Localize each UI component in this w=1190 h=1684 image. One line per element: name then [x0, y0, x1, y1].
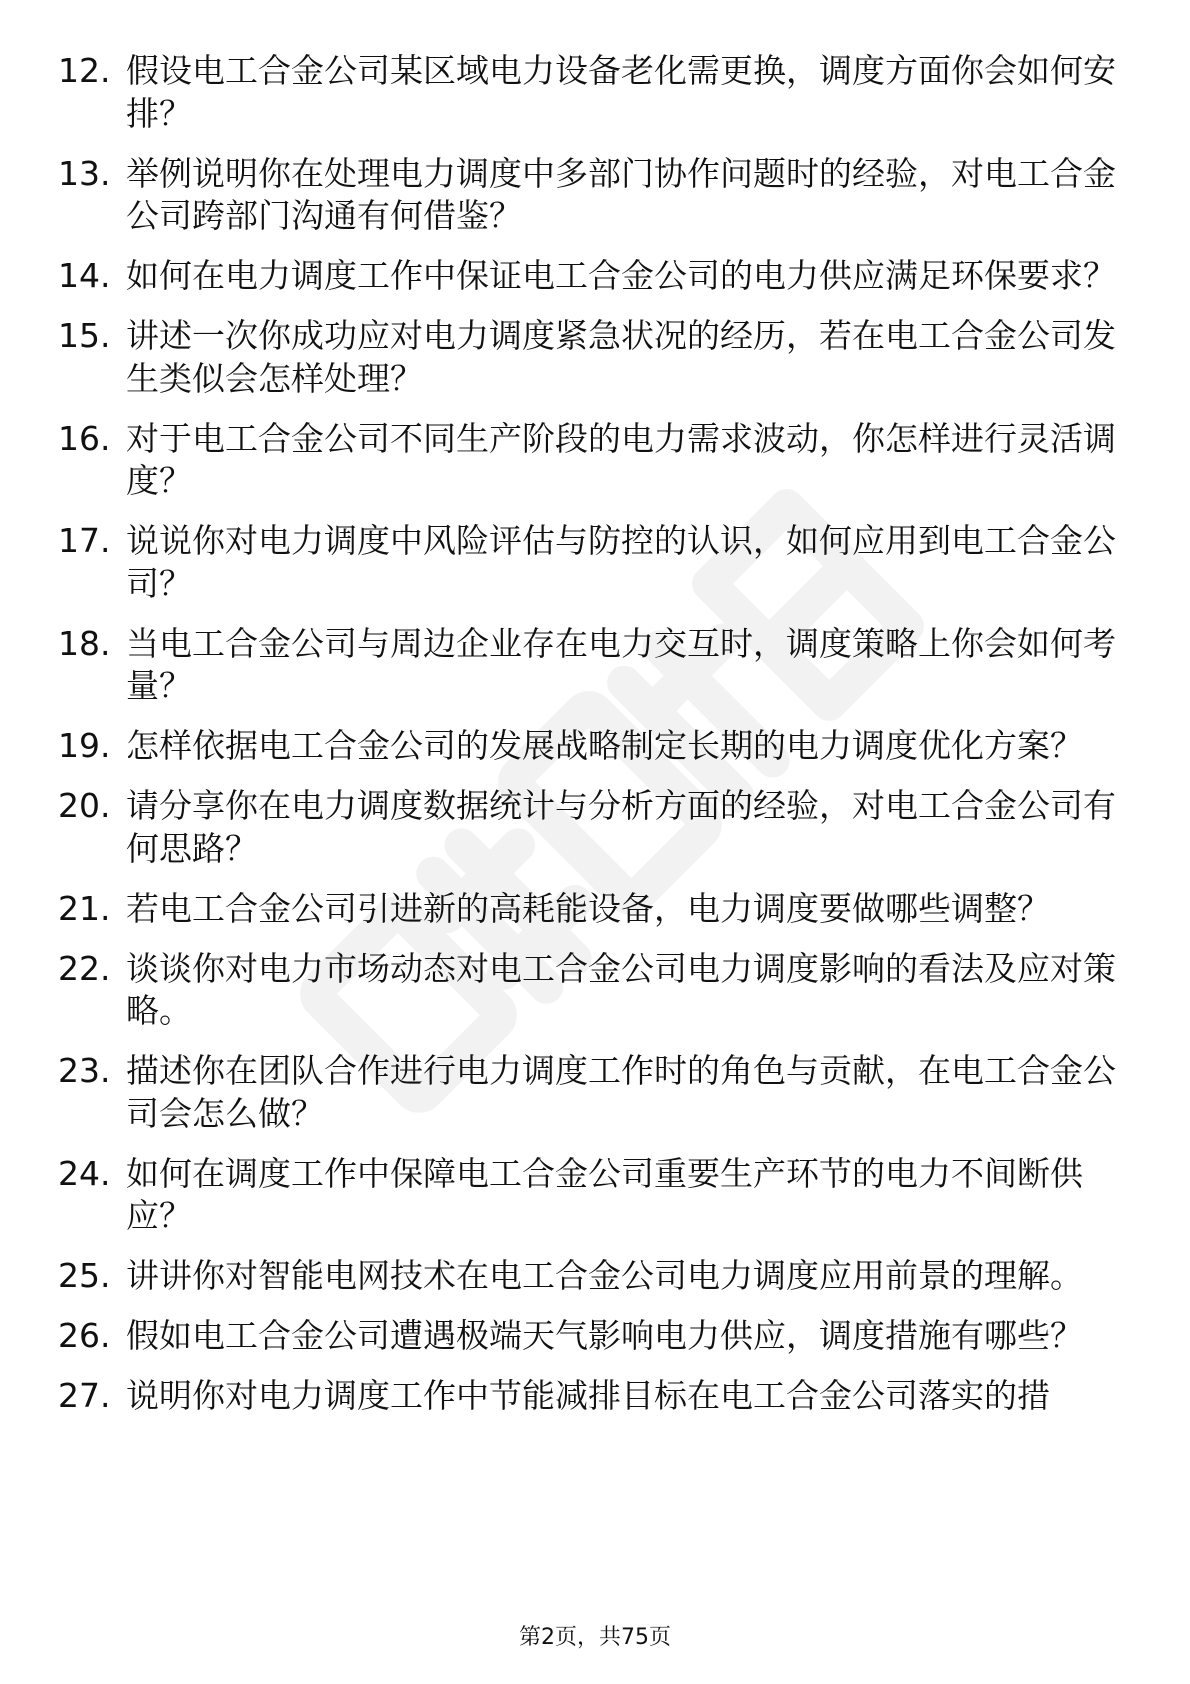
- question-number: 15.: [58, 316, 111, 355]
- list-item: [58, 888, 1128, 931]
- list-item: [58, 520, 1128, 605]
- question-text: 讲述一次你成功应对电力调度紧急状况的经历，若在电工合金公司发生类似会怎样处理？: [126, 316, 1116, 398]
- list-item: [58, 1153, 1128, 1238]
- question-text: 请分享你在电力调度数据统计与分析方面的经验，对电工合金公司有何思路？: [126, 786, 1116, 868]
- question-number: 27.: [58, 1376, 111, 1415]
- list-item: [58, 315, 1128, 400]
- list-item: [58, 785, 1128, 870]
- question-text: 怎样依据电工合金公司的发展战略制定长期的电力调度优化方案？: [126, 726, 1083, 765]
- list-item: [58, 948, 1128, 1033]
- list-item: [58, 418, 1128, 503]
- list-item: [58, 153, 1128, 238]
- page-footer: 第2页，共75页: [519, 1625, 671, 1650]
- question-list: [58, 50, 1128, 1435]
- question-text: 对于电工合金公司不同生产阶段的电力需求波动，你怎样进行灵活调度？: [126, 418, 1116, 500]
- question-text: 假设电工合金公司某区域电力设备老化需更换，调度方面你会如何安排？: [126, 51, 1116, 133]
- question-text: 当电工合金公司与周边企业存在电力交互时，调度策略上你会如何考量？: [126, 623, 1116, 705]
- question-number: 18.: [58, 623, 111, 663]
- question-number: 12.: [58, 51, 111, 90]
- question-number: 23.: [58, 1051, 111, 1090]
- question-number: 24.: [58, 1153, 111, 1193]
- list-item: [58, 1050, 1128, 1135]
- question-number: 19.: [58, 726, 111, 765]
- question-text: 假如电工合金公司遭遇极端天气影响电力供应，调度措施有哪些？: [126, 1316, 1083, 1355]
- question-number: 21.: [58, 888, 111, 928]
- question-text: 说说你对电力调度中风险评估与防控的认识，如何应用到电工合金公司？: [126, 521, 1116, 603]
- question-number: 17.: [58, 521, 111, 560]
- list-item: [58, 725, 1128, 768]
- list-item: [58, 1315, 1128, 1358]
- question-text: 若电工合金公司引进新的高耗能设备，电力调度要做哪些调整？: [126, 888, 1050, 928]
- list-item: [58, 1375, 1128, 1418]
- question-text: 讲讲你对智能电网技术在电工合金公司电力调度应用前景的理解。: [126, 1256, 1083, 1295]
- question-text: 如何在调度工作中保障电工合金公司重要生产环节的电力不间断供应？: [126, 1153, 1083, 1235]
- list-item: [58, 255, 1128, 298]
- question-number: 20.: [58, 786, 111, 825]
- question-number: 25.: [58, 1256, 111, 1295]
- question-number: 26.: [58, 1316, 111, 1355]
- question-number: 13.: [58, 153, 111, 193]
- question-number: 14.: [58, 256, 111, 295]
- list-item: [58, 50, 1128, 135]
- list-item: [58, 1255, 1128, 1298]
- question-number: 22.: [58, 948, 111, 988]
- question-text: 举例说明你在处理电力调度中多部门协作问题时的经验，对电工合金公司跨部门沟通有何借鉴？: [126, 153, 1116, 235]
- question-text: 如何在电力调度工作中保证电工合金公司的电力供应满足环保要求？: [126, 256, 1116, 295]
- question-text: 说明你对电力调度工作中节能减排目标在电工合金公司落实的措: [126, 1376, 1050, 1415]
- question-text: 描述你在团队合作进行电力调度工作时的角色与贡献，在电工合金公司会怎么做？: [126, 1051, 1116, 1133]
- question-text: 谈谈你对电力市场动态对电工合金公司电力调度影响的看法及应对策略。: [126, 948, 1116, 1030]
- question-number: 16.: [58, 418, 111, 458]
- list-item: [58, 623, 1128, 708]
